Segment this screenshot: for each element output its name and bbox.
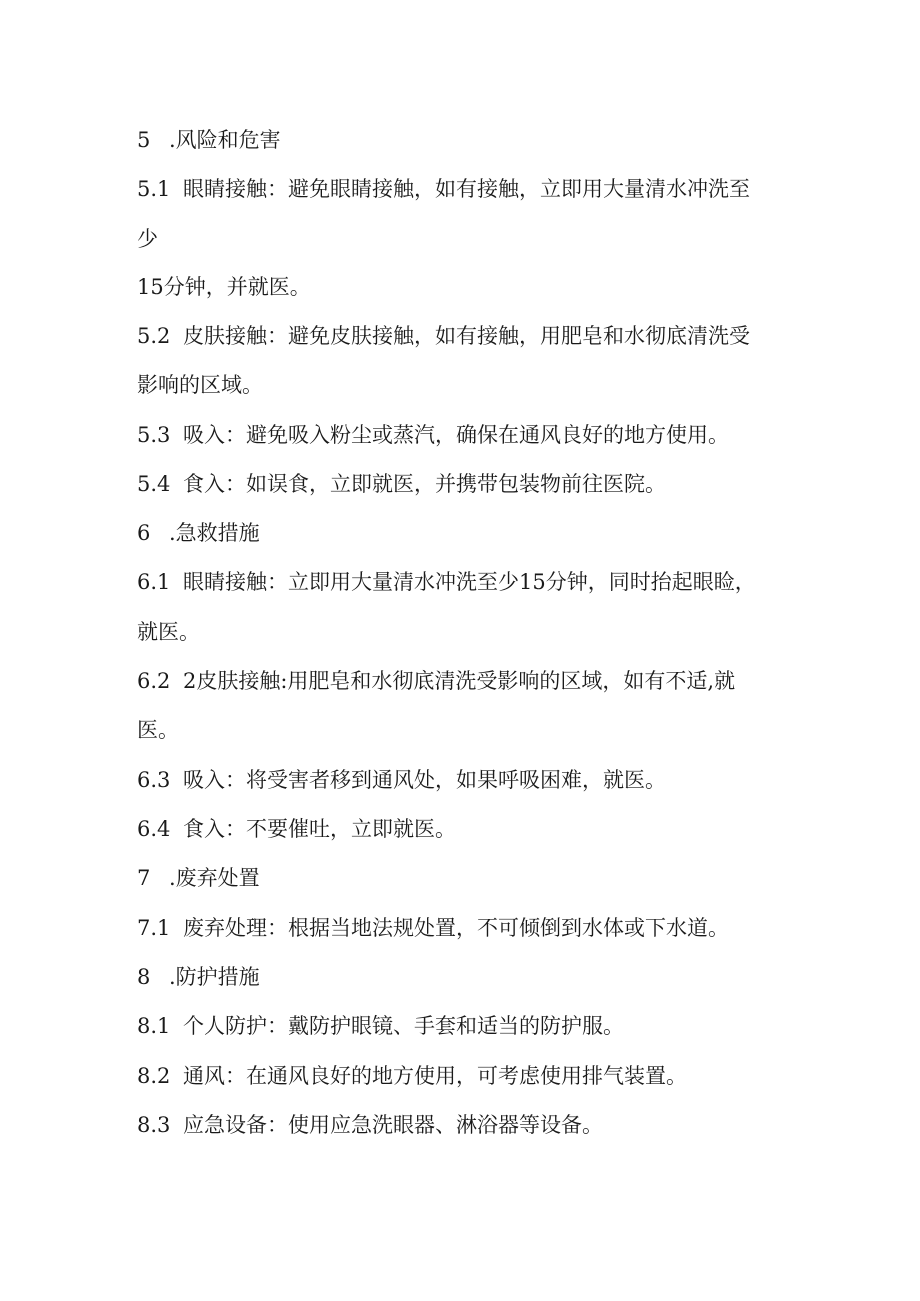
section-heading-8 (137, 963, 260, 991)
item-number: 6.2 (137, 669, 171, 693)
item-number: 6.1 (137, 570, 171, 594)
item-5-1-cont-2 (137, 273, 311, 301)
section-title: .防护措施 (169, 965, 260, 989)
item-number: 7.1 (137, 916, 171, 940)
item-number: 5.4 (137, 472, 171, 496)
item-5-3 (137, 421, 729, 449)
item-text: 眼睛接触：避免眼睛接触，如有接触，立即用大量清水冲洗至 (183, 177, 750, 201)
section-title: .废弃处置 (169, 866, 260, 890)
item-6-3 (137, 766, 666, 794)
item-number: 8.2 (137, 1064, 171, 1088)
item-text: 皮肤接触：避免皮肤接触，如有接触，用肥皂和水彻底清洗受 (183, 324, 750, 348)
item-text: 个人防护：戴防护眼镜、手套和适当的防护服。 (183, 1014, 624, 1038)
item-number: 8.3 (137, 1113, 171, 1137)
item-5-1 (137, 175, 750, 203)
item-6-1 (137, 568, 756, 596)
section-heading-7 (137, 864, 260, 892)
item-text: 就医。 (137, 620, 200, 644)
item-number: 5.2 (137, 324, 171, 348)
item-text: 废弃处理：根据当地法规处置，不可倾倒到水体或下水道。 (183, 916, 729, 940)
section-title: .急救措施 (169, 521, 260, 545)
item-text: 通风：在通风良好的地方使用，可考虑使用排气装置。 (183, 1064, 687, 1088)
item-text: 影响的区域。 (137, 373, 263, 397)
item-6-2-cont (137, 716, 179, 744)
item-text: 医。 (137, 718, 179, 742)
item-text: 15分钟，并就医。 (137, 275, 311, 299)
item-text: 眼睛接触：立即用大量清水冲洗至少15分钟，同时抬起眼睑， (183, 570, 756, 594)
item-number: 5.1 (137, 177, 171, 201)
item-number: 6.3 (137, 768, 171, 792)
item-6-1-cont (137, 618, 200, 646)
item-number: 5.3 (137, 423, 171, 447)
item-text: 食入：如误食，立即就医，并携带包装物前往医院。 (183, 472, 666, 496)
item-text: 食入：不要催吐，立即就医。 (183, 817, 456, 841)
section-number: 5 (137, 128, 151, 152)
item-7-1 (137, 914, 729, 942)
item-5-2-cont (137, 371, 263, 399)
item-text: 应急设备：使用应急洗眼器、淋浴器等设备。 (183, 1113, 603, 1137)
item-number: 8.1 (137, 1014, 171, 1038)
item-6-4 (137, 815, 456, 843)
item-text: 2皮肤接触:用肥皂和水彻底清洗受影响的区域，如有不适,就 (183, 669, 736, 693)
section-number: 8 (137, 965, 151, 989)
item-8-2 (137, 1062, 687, 1090)
item-8-1 (137, 1012, 624, 1040)
item-5-1-cont-1 (137, 225, 158, 253)
item-number: 6.4 (137, 817, 171, 841)
section-title: .风险和危害 (169, 128, 281, 152)
item-5-2 (137, 322, 750, 350)
item-8-3 (137, 1111, 603, 1139)
item-text: 吸入：将受害者移到通风处，如果呼吸困难，就医。 (183, 768, 666, 792)
section-heading-5 (137, 126, 281, 154)
section-number: 7 (137, 866, 151, 890)
section-number: 6 (137, 521, 151, 545)
item-5-4 (137, 470, 666, 498)
item-6-2 (137, 667, 735, 695)
section-heading-6 (137, 519, 260, 547)
item-text: 少 (137, 227, 158, 251)
item-text: 吸入：避免吸入粉尘或蒸汽，确保在通风良好的地方使用。 (183, 423, 729, 447)
